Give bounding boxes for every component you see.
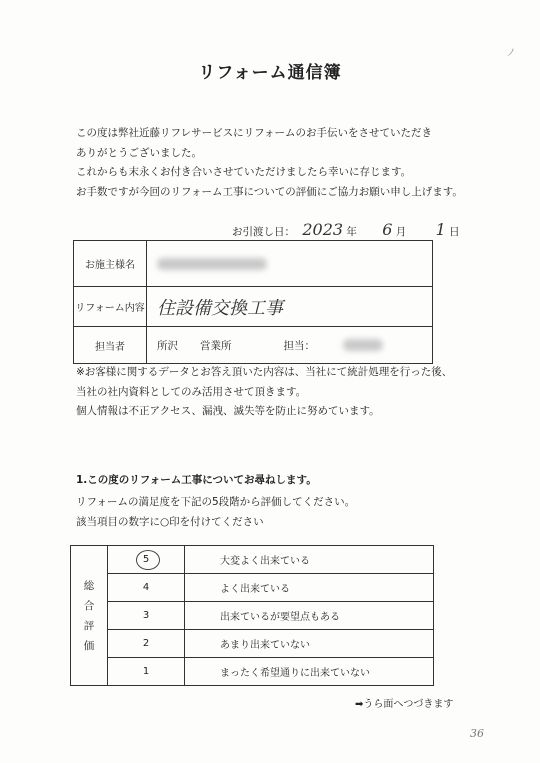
rating-options: [108, 546, 433, 685]
question-heading: 1.この度のリフォーム工事についてお尋ねします。: [76, 474, 317, 486]
year-unit: 年: [346, 226, 357, 238]
redacted-staff: [343, 339, 383, 351]
note-line: 当社の社内資料としてのみ活用させて頂きます。: [76, 385, 307, 398]
intro-line: これからも末永くお付き合いさせていただけましたら幸いに存じます。: [76, 166, 412, 178]
side-char: 総: [83, 579, 95, 592]
rating-number[interactable]: 3: [108, 602, 185, 629]
intro-line: ありがとうございました。: [76, 146, 202, 159]
rating-row-1[interactable]: [108, 658, 433, 685]
rating-text: あまり出来ていない: [220, 640, 310, 651]
rating-text: 大変よく出来ている: [220, 556, 310, 567]
redacted-name: [157, 258, 267, 270]
note-line: 個人情報は不正アクセス、漏洩、滅失等を防止に努めています。: [76, 405, 380, 417]
side-char: 評: [83, 619, 95, 632]
overall-rating-label: [71, 546, 108, 685]
selection-circle: [136, 550, 160, 570]
reform-label: リフォーム内容: [74, 287, 147, 326]
office-label: 営業所: [200, 339, 232, 352]
delivery-day[interactable]: 1: [435, 220, 446, 239]
client-name-field[interactable]: [147, 241, 432, 286]
delivery-date: [232, 220, 460, 239]
note-line: ※お客様に関するデータとお答え頂いた内容は、当社にて統計処理を行った後、: [76, 366, 453, 378]
client-label: お施主様名: [74, 241, 147, 286]
month-unit: 月: [395, 226, 407, 238]
rating-value: 5: [142, 554, 150, 565]
rating-number[interactable]: 2: [108, 630, 185, 657]
rating-number[interactable]: 1: [108, 658, 185, 685]
instruction-line: 該当項目の数字に○印を付けてください: [76, 515, 264, 528]
page-title: リフォーム通信簿: [198, 63, 342, 83]
rating-row-3[interactable]: [108, 602, 433, 630]
staff-label: 担当者: [74, 327, 147, 363]
rating-number[interactable]: [108, 546, 185, 573]
evaluation-table: [70, 545, 434, 686]
delivery-date-label: お引渡し日：: [232, 226, 295, 238]
reform-row: [74, 287, 432, 327]
reform-content-field[interactable]: 住設備交換工事: [157, 297, 283, 319]
intro-line: この度は弊社近藤リフレサービスにリフォームのお手伝いをさせていただき: [76, 127, 433, 139]
client-row: [74, 241, 432, 287]
person-label: 担当：: [283, 339, 315, 352]
intro-line: お手数ですが今回のリフォーム工事についての評価にご協力お願い申し上げます。: [76, 185, 463, 198]
rating-number[interactable]: 4: [108, 574, 185, 601]
side-char: 合: [83, 599, 95, 612]
rating-row-4[interactable]: [108, 574, 433, 602]
continue-note: ➡うら面へつづきます: [355, 699, 454, 710]
question-instructions: [76, 493, 355, 532]
staff-row: [74, 327, 432, 363]
day-unit: 日: [449, 226, 460, 238]
side-char: 価: [83, 639, 95, 652]
intro-text: [76, 124, 463, 202]
rating-text: よく出来ている: [220, 584, 290, 595]
rating-text: 出来ているが要望点もある: [220, 612, 340, 623]
privacy-notes: [76, 363, 452, 422]
branch-name: 所沢: [157, 339, 178, 352]
customer-info-table: [73, 240, 433, 364]
instruction-line: リフォームの満足度を下記の5段階から評価してください。: [76, 496, 356, 508]
delivery-year[interactable]: 2023: [302, 220, 344, 239]
rating-text: まったく希望通りに出来ていない: [220, 668, 370, 679]
delivery-month[interactable]: 6: [382, 220, 393, 239]
rating-row-5[interactable]: [108, 546, 433, 574]
page-number: 36: [470, 727, 484, 740]
staff-field: [147, 327, 432, 363]
corner-mark: ノ: [506, 48, 516, 59]
rating-row-2[interactable]: [108, 630, 433, 658]
